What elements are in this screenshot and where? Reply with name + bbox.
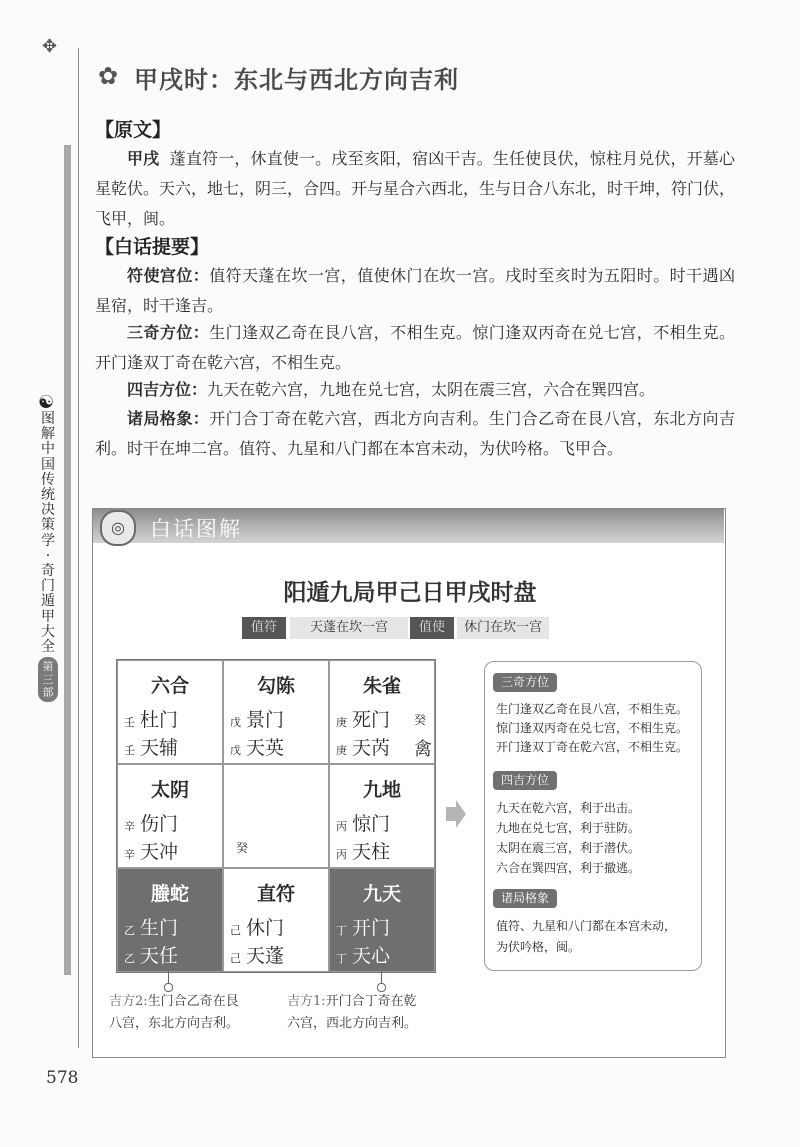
- flower-icon: ✿: [98, 62, 119, 90]
- spine-line: [78, 48, 79, 1048]
- palace-stem: 庚: [336, 744, 347, 757]
- palace-cell-highlight: [117, 868, 223, 972]
- palace-door: 休门: [246, 917, 285, 939]
- part-char: 部: [42, 686, 54, 700]
- book-title-char: 图: [41, 411, 55, 427]
- arrow-right-icon: [446, 800, 466, 828]
- sanqi-label: 三奇方位: [493, 673, 557, 692]
- part-char: 三: [42, 673, 54, 687]
- spine-bar: [64, 145, 71, 975]
- section-title: 甲戌时：东北与西北方向吉利: [134, 66, 459, 94]
- sanqi-line: 惊门逢双丙奇在兑七宫，不相生克。: [496, 721, 689, 735]
- palace-stem: 乙: [124, 952, 135, 965]
- siji-line: 太阴在震三宫，利于潜伏。: [496, 841, 641, 855]
- geju-line: 值符、九星和八门都在本宫未动，: [496, 919, 677, 933]
- siji-line: 九地在兑七宫，利于驻防。: [496, 821, 641, 835]
- palace-cell: [329, 764, 435, 868]
- summary-item: [95, 318, 735, 378]
- palace-stem: 丁: [336, 952, 347, 965]
- palace-extra-star: 禽: [414, 739, 432, 760]
- palace-star: 天辅: [140, 737, 179, 759]
- siji-line: 六合在巽四宫，利于撤逃。: [496, 861, 641, 875]
- part-badge: [38, 657, 58, 702]
- book-title-char: 解: [41, 426, 55, 443]
- sanqi-line: 开门逢双丁奇在乾六宫，不相生克。: [496, 740, 689, 754]
- palace-star: 天冲: [140, 841, 179, 863]
- palace-grid: [116, 659, 436, 973]
- book-title-char: 甲: [41, 608, 55, 625]
- book-title-char: 国: [41, 456, 55, 473]
- corner-ornament-icon: ✥: [42, 36, 58, 57]
- book-title-char: 遁: [41, 593, 55, 610]
- note-line: 生门合乙奇在艮: [147, 994, 239, 1009]
- original-text: 蓬直符一，休直使一。戌至亥阳，宿凶干吉。生任使艮伏，惊柱月兑伏，开墓心星乾伏。天六，地七，阴三，合四。开与星合六西北，生与日合八东北，时干坤，符门伏，飞甲，闽。: [95, 149, 736, 228]
- palace-cell: [117, 764, 223, 868]
- summary-item: [95, 375, 735, 405]
- palace-god: 勾陈: [256, 675, 295, 697]
- geju-label: 诸局格象: [493, 889, 557, 908]
- yin-yang-icon: ☯: [38, 392, 55, 413]
- palace-stem: 己: [230, 952, 241, 965]
- book-title-char: 门: [41, 578, 55, 595]
- figure-title: 白话图解: [150, 517, 242, 541]
- summary-text: 生门逢双乙奇在艮八宫，不相生克。惊门逢双丙奇在兑七宫，不相生克。开门逢双丁奇在乾六宫，不相生克。: [95, 323, 735, 372]
- book-title-char: 中: [41, 441, 55, 458]
- palace-door: 开门: [352, 917, 391, 939]
- palace-star: 天芮: [352, 737, 391, 759]
- palace-god: 六合: [150, 675, 189, 697]
- sanqi-line: 生门逢双乙奇在艮八宫，不相生克。: [496, 702, 689, 716]
- note-right: [287, 991, 457, 1035]
- book-title-char: 决: [41, 502, 55, 519]
- palace-door: 景门: [246, 709, 285, 731]
- palace-door: 杜门: [140, 709, 179, 731]
- note-left: [109, 991, 279, 1035]
- summary-text: 值符天蓬在坎一宫，值使休门在坎一宫。戌时至亥时为五阳时。时干遇凶星宿，时干逢吉。: [95, 266, 735, 315]
- figure-badge-icon: ◎: [100, 510, 136, 546]
- palace-star: 天蓬: [246, 945, 285, 967]
- palace-stem: 丙: [336, 820, 347, 833]
- zhishi-label: 值使: [410, 617, 454, 639]
- palace-god: 朱雀: [362, 675, 401, 697]
- palace-star: 天英: [246, 737, 285, 759]
- palace-stem: 乙: [124, 924, 135, 937]
- note-tag: 吉方1:: [287, 994, 326, 1009]
- palace-center-stem: 癸: [236, 841, 249, 855]
- palace-stem: 戊: [230, 716, 241, 729]
- book-title-char: 全: [41, 639, 55, 656]
- palace-star: 天任: [140, 945, 179, 967]
- book-title-char: 奇: [41, 563, 55, 580]
- summary-label: 四吉方位：: [127, 380, 208, 399]
- palace-god: 直符: [256, 883, 295, 905]
- summary-label: 符使宫位：: [127, 266, 210, 285]
- note-line: 开门合丁奇在乾: [325, 994, 417, 1009]
- siji-line: 九天在乾六宫，利于出击。: [496, 801, 641, 815]
- zhifu-label: 值符: [242, 617, 286, 639]
- summary-item: [95, 261, 735, 321]
- book-title-char: 策: [41, 517, 55, 534]
- palace-god: 九地: [362, 779, 401, 801]
- palace-stem: 辛: [124, 848, 135, 861]
- page-number: 578: [46, 1068, 79, 1088]
- summary-text: 开门合丁奇在乾六宫，西北方向吉利。生门合乙奇在艮八宫，东北方向吉利。时干在坤二宫。值符、九星和八门都在本宫未动，为伏吟格。飞甲合。: [95, 409, 735, 458]
- book-title-char: 统: [41, 487, 55, 504]
- palace-god: 螣蛇: [150, 883, 189, 905]
- note-tag: 吉方2:: [109, 994, 148, 1009]
- palace-stem: 庚: [336, 716, 347, 729]
- zhifu-value: 天蓬在坎一宫: [290, 617, 408, 639]
- palace-star: 天心: [352, 945, 391, 967]
- palace-stem: 己: [230, 924, 241, 937]
- palace-god: 太阴: [150, 779, 189, 801]
- palace-star: 天柱: [352, 841, 391, 863]
- palace-stem: 壬: [124, 744, 135, 757]
- palace-stem: 辛: [124, 820, 135, 833]
- palace-stem: 丙: [336, 848, 347, 861]
- book-title-char: ·: [45, 547, 51, 564]
- original-paragraph: [95, 144, 735, 234]
- book-title-char: 学: [41, 532, 55, 549]
- part-char: 第: [42, 660, 54, 674]
- palace-cell-highlight: [329, 868, 435, 972]
- summary-item: [95, 404, 735, 464]
- summary-heading: 【白话提要】: [95, 236, 210, 258]
- zhishi-value: 休门在坎一宫: [457, 617, 549, 639]
- palace-door: 惊门: [352, 813, 391, 835]
- palace-extra-stem: 癸: [414, 713, 427, 727]
- note-line: 八宫，东北方向吉利。: [109, 1016, 240, 1031]
- palace-cell: [329, 660, 435, 764]
- chart-title: 阳遁九局甲己日甲戌时盘: [283, 580, 537, 606]
- palace-cell-center: [223, 764, 329, 868]
- geju-line: 为伏吟格，闽。: [496, 940, 581, 954]
- siji-label: 四吉方位: [493, 771, 557, 790]
- palace-stem: 丁: [336, 924, 347, 937]
- vertical-book-title: [37, 412, 59, 702]
- palace-stem: 戊: [230, 744, 241, 757]
- original-lead: 甲戌: [127, 149, 160, 168]
- summary-label: 诸局格象：: [127, 409, 210, 428]
- note-line: 六宫，西北方向吉利。: [287, 1016, 418, 1031]
- book-title-char: 大: [41, 623, 55, 640]
- palace-door: 死门: [352, 709, 391, 731]
- palace-door: 伤门: [140, 813, 179, 835]
- summary-label: 三奇方位：: [127, 323, 210, 342]
- summary-text: 九天在乾六宫，九地在兑七宫，太阴在震三宫，六合在巽四宫。: [207, 380, 656, 399]
- palace-door: 生门: [140, 917, 179, 939]
- palace-god: 九天: [362, 883, 401, 905]
- book-title-char: 传: [41, 471, 55, 488]
- palace-stem: 壬: [124, 716, 135, 729]
- palace-cell: [223, 660, 329, 764]
- palace-cell: [117, 660, 223, 764]
- palace-cell: [223, 868, 329, 972]
- original-heading: 【原文】: [95, 119, 172, 141]
